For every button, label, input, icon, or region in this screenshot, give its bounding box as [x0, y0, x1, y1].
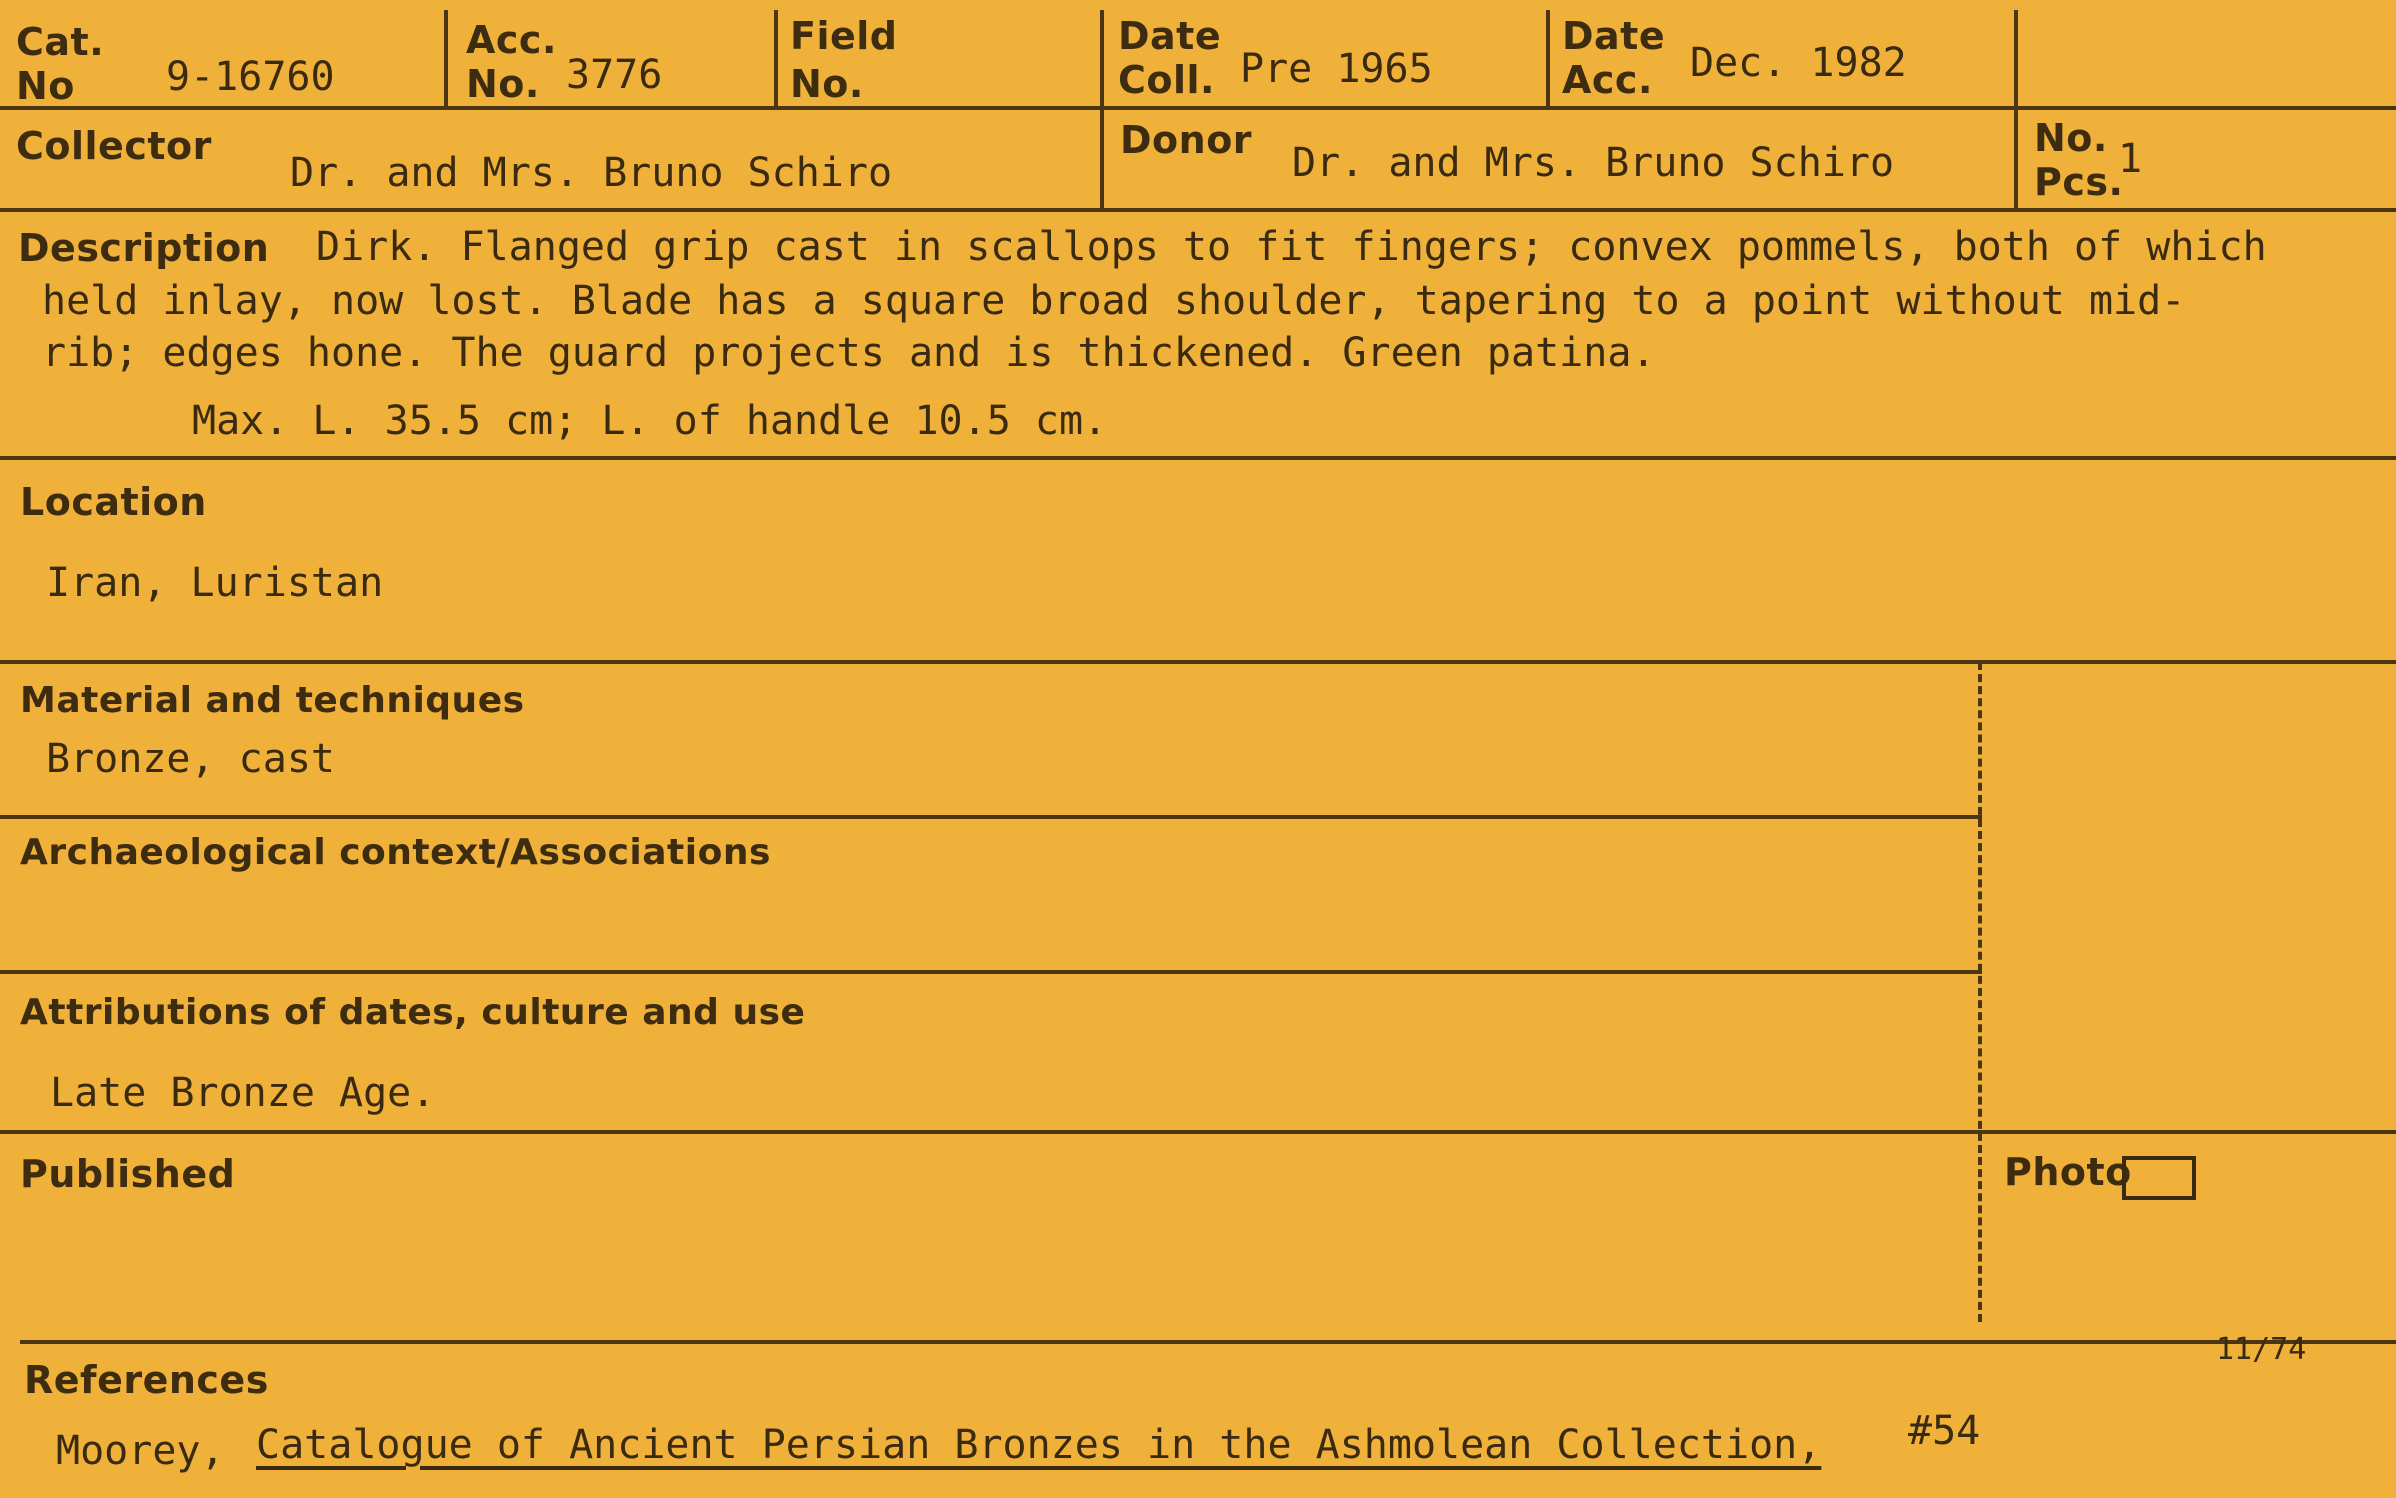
- rule-v-datecoll-dateacc: [1546, 10, 1550, 108]
- photo-checkbox[interactable]: [2122, 1156, 2196, 1200]
- acc-no-label-line1: Acc.: [466, 18, 557, 62]
- date-acc-label-line1: Date: [1562, 14, 1666, 58]
- description-line-1: Dirk. Flanged grip cast in scallops to fit fingers; convex pommels, both of which: [316, 224, 2267, 270]
- acc-no-label-line2: No.: [466, 62, 540, 106]
- donor-label: Donor: [1120, 118, 1253, 162]
- description-line-2: held inlay, now lost. Blade has a square broad shoulder, tapering to a point without mid-: [42, 278, 2186, 324]
- reference-number: #54: [1908, 1408, 1981, 1454]
- description-label: Description: [18, 226, 270, 270]
- location-label: Location: [20, 480, 207, 524]
- acc-no-value: 3776: [566, 52, 663, 98]
- pieces-label-line1: No.: [2034, 116, 2108, 160]
- material-value: Bronze, cast: [46, 736, 335, 782]
- rule-location-bottom: [0, 660, 2396, 664]
- rule-attributions-bottom: [0, 1130, 2396, 1134]
- rule-collector-row-bottom: [0, 208, 2396, 212]
- rule-description-bottom: [0, 456, 2396, 460]
- rule-v-field-datecoll: [1100, 10, 1104, 210]
- attributions-value: Late Bronze Age.: [50, 1070, 436, 1116]
- cat-no-value: 9-16760: [166, 54, 335, 100]
- form-code: 11/74: [2216, 1332, 2307, 1367]
- date-acc-label-line2: Acc.: [1562, 58, 1653, 102]
- photo-label: Photo: [2004, 1150, 2132, 1194]
- attributions-label: Attributions of dates, culture and use: [20, 992, 806, 1033]
- donor-value: Dr. and Mrs. Bruno Schiro: [1292, 140, 1895, 186]
- rule-top-row-bottom: [0, 106, 2396, 110]
- material-label: Material and techniques: [20, 680, 525, 721]
- rule-v-dateacc-end: [2014, 10, 2018, 210]
- reference-title: Catalogue of Ancient Persian Bronzes in the Ashmolean Collection,: [256, 1422, 1822, 1468]
- references-label: References: [24, 1358, 269, 1402]
- rule-material-bottom: [0, 815, 1982, 819]
- pieces-value: 1: [2118, 136, 2143, 182]
- location-value: Iran, Luristan: [46, 560, 384, 606]
- date-coll-label-line1: Date: [1118, 14, 1222, 58]
- collector-value: Dr. and Mrs. Bruno Schiro: [290, 150, 893, 196]
- rule-published-bottom: [20, 1340, 2396, 1344]
- cat-no-label-line1: Cat.: [16, 20, 105, 64]
- published-label: Published: [20, 1152, 236, 1196]
- date-coll-value: Pre 1965: [1240, 46, 1433, 92]
- date-acc-value: Dec. 1982: [1690, 40, 1907, 86]
- collector-label: Collector: [16, 124, 212, 168]
- context-label: Archaeological context/Associations: [20, 832, 771, 873]
- pieces-label-line2: Pcs.: [2034, 160, 2124, 204]
- field-no-label-line1: Field: [790, 14, 898, 58]
- description-line-3: rib; edges hone. The guard projects and is thickened. Green patina.: [42, 330, 1656, 376]
- description-line-4: Max. L. 35.5 cm; L. of handle 10.5 cm.: [192, 398, 1108, 444]
- rule-dashed-photo-column: [1978, 662, 1982, 1322]
- reference-author: Moorey,: [56, 1428, 225, 1474]
- rule-v-acc-field: [774, 10, 778, 108]
- rule-context-bottom: [0, 970, 1982, 974]
- rule-v-cat-acc: [444, 10, 448, 108]
- date-coll-label-line2: Coll.: [1118, 58, 1215, 102]
- cat-no-label-line2: No: [16, 64, 75, 108]
- field-no-label-line2: No.: [790, 62, 864, 106]
